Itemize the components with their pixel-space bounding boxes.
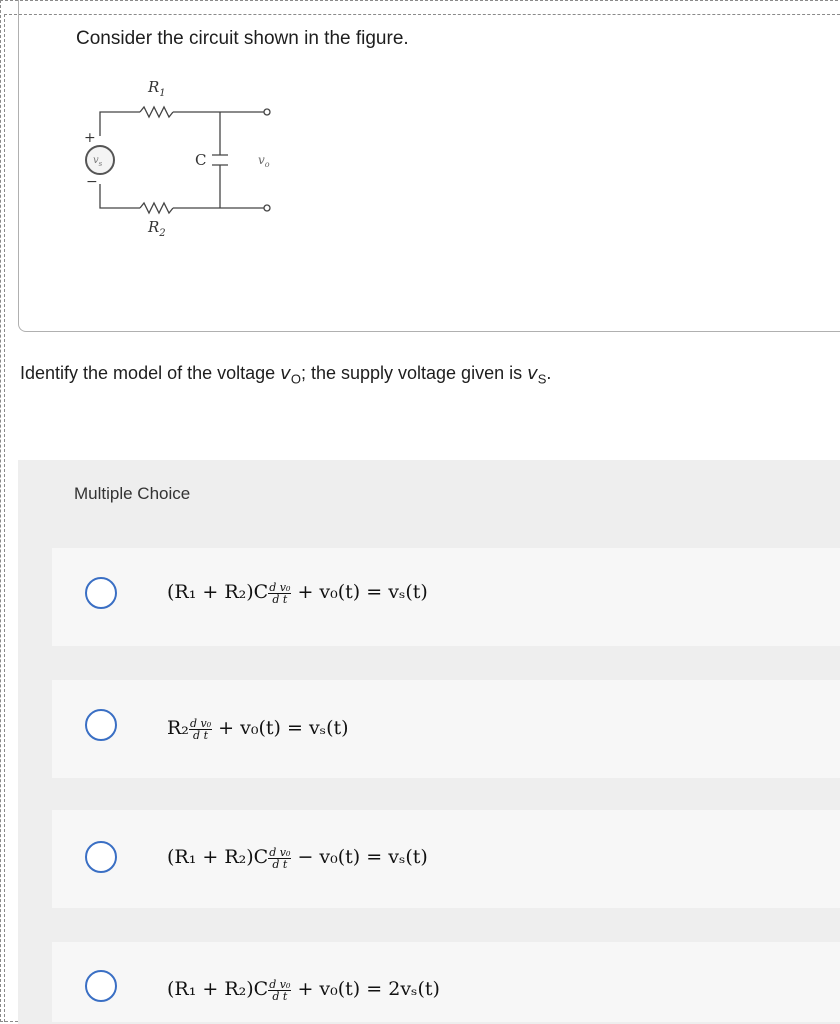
radio-button-3[interactable] [85, 841, 117, 873]
choice-option-2[interactable] [52, 680, 840, 778]
vs-symbol: v [527, 363, 538, 384]
choice-equation-3: (R₁ + R₂)C $\frac{\text{d v₀}}{\text{d t}}$ − v₀(t) = vₛ(t) [167, 845, 428, 871]
radio-button-2[interactable] [85, 709, 117, 741]
choice-option-3[interactable] [52, 810, 840, 908]
output-label: $v_o$ [258, 153, 270, 169]
radio-button-1[interactable] [85, 577, 117, 609]
source-label: $v_s$ [93, 155, 103, 168]
minus-sign: − [86, 174, 98, 190]
frame-inner-left [4, 14, 6, 1022]
r1-resistor [140, 107, 173, 117]
question-prompt [20, 363, 551, 387]
radio-button-4[interactable] [85, 970, 117, 1002]
r1-label: $R_1$ [148, 78, 166, 99]
capacitor-label: C [195, 151, 207, 169]
capacitor-plates [212, 155, 228, 165]
choice-equation-2: R₂ $\frac{\text{d v₀}}{\text{d t}}$ + v₀(t) = vₛ(t) [167, 716, 349, 742]
multiple-choice-label: Multiple Choice [74, 484, 191, 503]
multiple-choice-header [18, 460, 840, 526]
vo-sub: O [290, 371, 301, 387]
prompt-end: . [546, 363, 552, 383]
r2-label: $R_2$ [148, 218, 166, 239]
choice-option-1[interactable] [52, 548, 840, 646]
prompt-middle: ; the supply voltage given is [300, 363, 528, 383]
question-intro: Consider the circuit shown in the figure. [76, 28, 409, 49]
vs-sub: S [537, 371, 547, 387]
vo-symbol: v [280, 363, 291, 384]
circuit-diagram [78, 74, 278, 244]
r2-resistor [140, 203, 173, 213]
choice-equation-1: (R₁ + R₂)C $\frac{\text{d v₀}}{\text{d t}}$ + v₀(t) = vₛ(t) [167, 580, 428, 606]
choice-equation-4: (R₁ + R₂)C $\frac{\text{d v₀}}{\text{d t}}$ + v₀(t) = 2vₛ(t) [167, 977, 440, 1003]
plus-sign: + [84, 130, 96, 146]
choice-option-4[interactable] [52, 942, 840, 1022]
prompt-prefix: Identify the model of the voltage [20, 363, 281, 383]
